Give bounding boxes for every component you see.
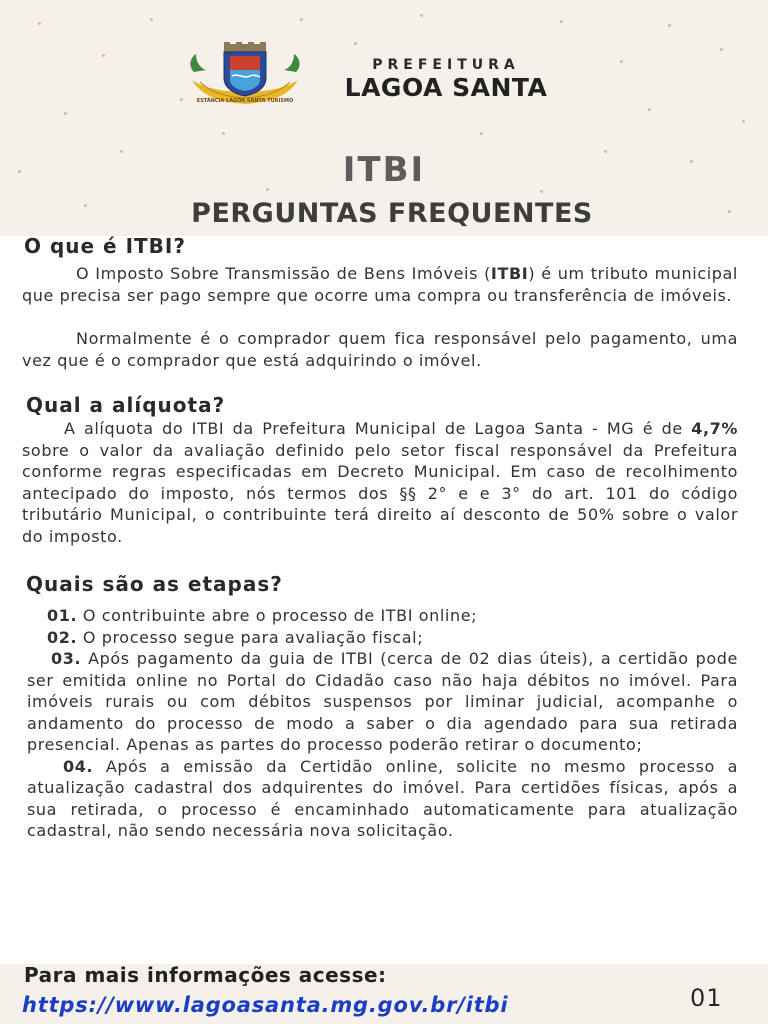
steps-list — [27, 605, 738, 842]
step-number: 01. — [47, 606, 78, 625]
list-item — [27, 648, 738, 756]
heading-rate: Qual a alíquota? — [26, 393, 226, 417]
city-name: LAGOA SANTA — [344, 73, 548, 102]
page-number: 01 — [690, 984, 723, 1012]
text-segment: ) é um tributo municipal que precisa ser pago sempre que ocorre uma compra ou transferência de imóveis. — [22, 264, 738, 305]
prefeitura-logo — [186, 42, 586, 112]
heading-what-is-itbi: O que é ITBI? — [24, 234, 186, 258]
text-bold-itbi: ITBI — [490, 264, 529, 283]
paragraph-rate — [22, 418, 738, 547]
prefeitura-label: PREFEITURA — [372, 57, 520, 73]
paragraph-itbi-definition — [22, 263, 738, 306]
step-number: 03. — [51, 649, 82, 668]
list-item — [27, 756, 738, 842]
page-title: ITBI — [342, 150, 426, 190]
city-crest-icon — [186, 42, 304, 112]
step-text: O processo segue para avaliação fiscal; — [77, 627, 424, 647]
step-text: Após pagamento da guia de ITBI (cerca de 02 dias úteis), a certidão pode ser emitida online no Portal do Cidadão caso não haja débitos no imóvel. Para imóveis rurais ou com débitos suspensos por liminar judicial, acompanhe o andamento do processo de modo a saber o dia agendado para sua retirada presencial. Apenas as partes do processo poderão retirar o documento; — [27, 649, 738, 754]
text-bold-rate: 4,7% — [691, 419, 738, 438]
list-item — [27, 627, 738, 649]
heading-steps: Quais são as etapas? — [26, 572, 283, 596]
paragraph-who-pays: Normalmente é o comprador quem fica responsável pelo pagamento, uma vez que é o comprador que está adquirindo o imóvel. — [22, 329, 738, 370]
text-segment: sobre o valor da avaliação definido pelo setor fiscal responsável da Prefeitura conforme regras especificadas em Decreto Municipal. Em caso de recolhimento antecipado do imposto, nós termos dos §§ 2° e e 3° do art. 101 do código tributário Municipal, o contribuinte terá direito aí desconto de 50% sobre o valor do imposto. — [22, 440, 738, 546]
text-segment: A alíquota do ITBI da Prefeitura Municipal de Lagoa Santa - MG é de — [64, 419, 692, 438]
text-segment: O Imposto Sobre Transmissão de Bens Imóveis ( — [76, 264, 491, 283]
step-number: 04. — [63, 756, 94, 776]
list-item — [27, 605, 738, 627]
step-text: O contribuinte abre o processo de ITBI online; — [77, 606, 478, 625]
more-info-label: Para mais informações acesse: — [24, 963, 387, 987]
crest-ribbon-text: ESTÂNCIA LAGOA SANTA TURISMO — [196, 98, 294, 104]
step-number: 02. — [47, 627, 78, 647]
step-text: Após a emissão da Certidão online, solicite no mesmo processo a atualização cadastral dos adquirentes do imóvel. Para certidões físicas, após a sua retirada, o processo é encaminhado automaticamente para atualização cadastral, não sendo necessária nova solicitação. — [27, 756, 738, 840]
page-subtitle: PERGUNTAS FREQUENTES — [191, 198, 593, 229]
itbi-website-link[interactable]: https://www.lagoasanta.mg.gov.br/itbi — [22, 993, 509, 1017]
